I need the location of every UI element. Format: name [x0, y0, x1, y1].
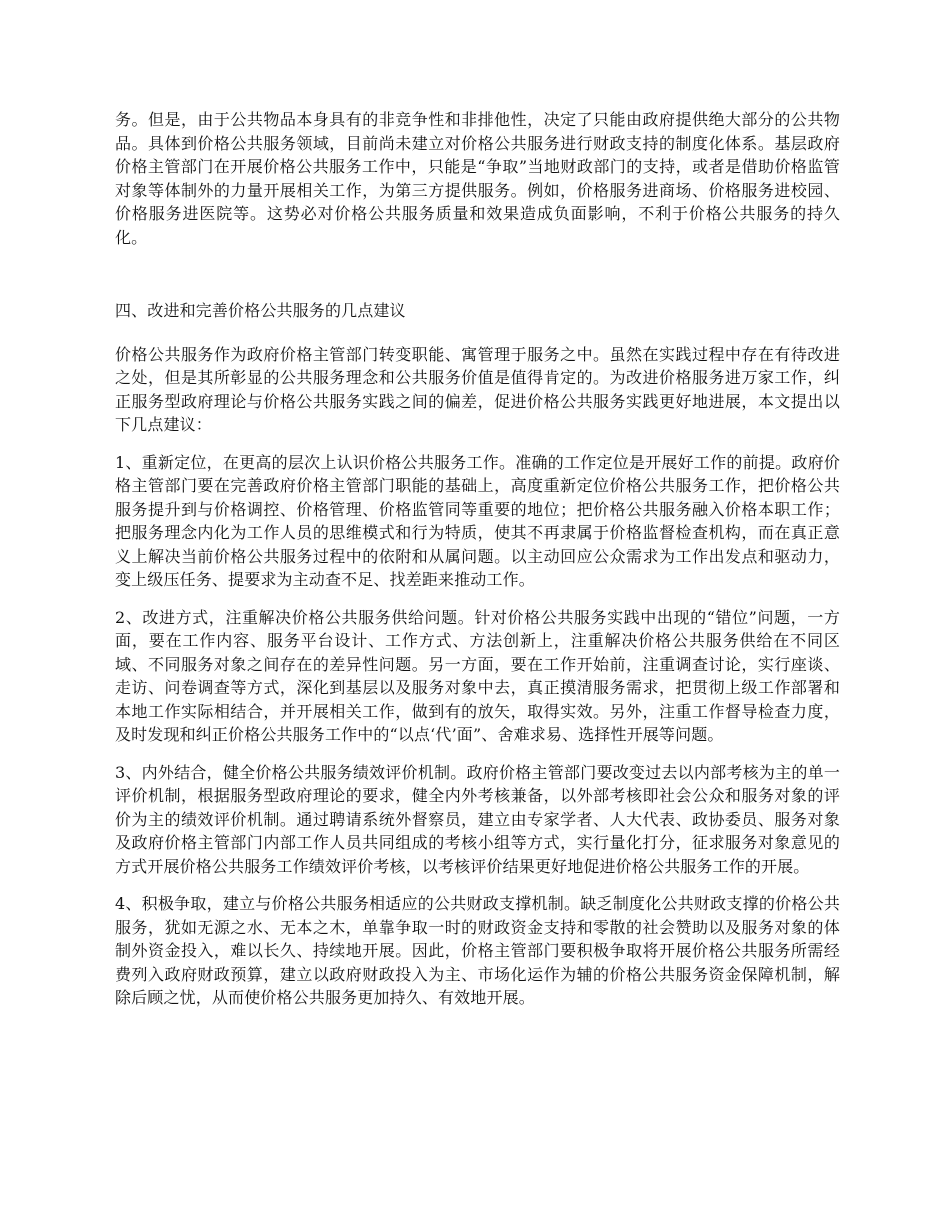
- recommendation-item-2: 2、改进方式，注重解决价格公共服务供给问题。针对价格公共服务实践中出现的“错位”问题，一方面，要在工作内容、服务平台设计、工作方式、方法创新上，注重解决价格公共服务供给在不同区域、不同服务对象之间存在的差异性问题。另一方面，要在工作开始前，注重调查讨论，实行座谈、走访、问卷调查等方式，深化到基层以及服务对象中去，真正摸清服务需求，把贯彻上级工作部署和本地工作实际相结合，并开展相关工作，做到有的放矢，取得实效。另外，注重工作督导检查力度，及时发现和纠正价格公共服务工作中的“以点‘代’面”、舍难求易、选择性开展等问题。: [115, 607, 840, 744]
- section-intro-paragraph: 价格公共服务作为政府价格主管部门转变职能、寓管理于服务之中。虽然在实践过程中存在有待改进之处，但是其所彰显的公共服务理念和公共服务价值是值得肯定的。为改进价格服务进万家工作，纠正服务型政府理论与价格公共服务实践之间的偏差，促进价格公共服务实践更好地进展，本文提出以下几点建议：: [115, 344, 840, 434]
- document-body: [115, 108, 840, 1010]
- recommendation-item-3: 3、内外结合，健全价格公共服务绩效评价机制。政府价格主管部门要改变过去以内部考核为主的单一评价机制，根据服务型政府理论的要求，健全内外考核兼备，以外部考核即社会公众和服务对象的评价为主的绩效评价机制。通过聘请系统外督察员，建立由专家学者、人大代表、政协委员、服务对象及政府价格主管部门内部工作人员共同组成的考核小组等方式，实行量化打分，征求服务对象意见的方式开展价格公共服务工作绩效评价考核，以考核评价结果更好地促进价格公共服务工作的开展。: [115, 762, 840, 876]
- recommendation-item-4: 4、积极争取，建立与价格公共服务相适应的公共财政支撑机制。缺乏制度化公共财政支撑的价格公共服务，犹如无源之水、无本之木，单靠争取一时的财政资金支持和零散的社会赞助以及服务对象的体制外资金投入，难以长久、持续地开展。因此，价格主管部门要积极争取将开展价格公共服务所需经费列入政府财政预算，建立以政府财政投入为主、市场化运作为辅的价格公共服务资金保障机制，解除后顾之忧，从而使价格公共服务更加持久、有效地开展。: [115, 894, 840, 1007]
- section-gap: [115, 249, 840, 299]
- recommendation-item-1: 1、重新定位，在更高的层次上认识价格公共服务工作。准确的工作定位是开展好工作的前提。政府价格主管部门要在完善政府价格主管部门职能的基础上，高度重新定位价格公共服务工作，把价格公共服务提升到与价格调控、价格管理、价格监管同等重要的地位；把价格公共服务融入价格本职工作；把服务理念内化为工作人员的思维模式和行为特质，使其不再隶属于价格监督检查机构，而在真正意义上解决当前价格公共服务过程中的依附和从属问题。以主动回应公众需求为工作出发点和驱动力，变上级压任务、提要求为主动查不足、找差距来推动工作。: [115, 452, 840, 589]
- intro-paragraph: 务。但是，由于公共物品本身具有的非竞争性和非排他性，决定了只能由政府提供绝大部分的公共物品。具体到价格公共服务领域，目前尚未建立对价格公共服务进行财政支持的制度化体系。基层政府价格主管部门在开展价格公共服务工作中，只能是“争取”当地财政部门的支持，或者是借助价格监管对象等体制外的力量开展相关工作，为第三方提供服务。例如，价格服务进商场、价格服务进校园、价格服务进医院等。这势必对价格公共服务质量和效果造成负面影响，不利于价格公共服务的持久化。: [115, 110, 840, 247]
- section-heading: 四、改进和完善价格公共服务的几点建议: [115, 301, 406, 320]
